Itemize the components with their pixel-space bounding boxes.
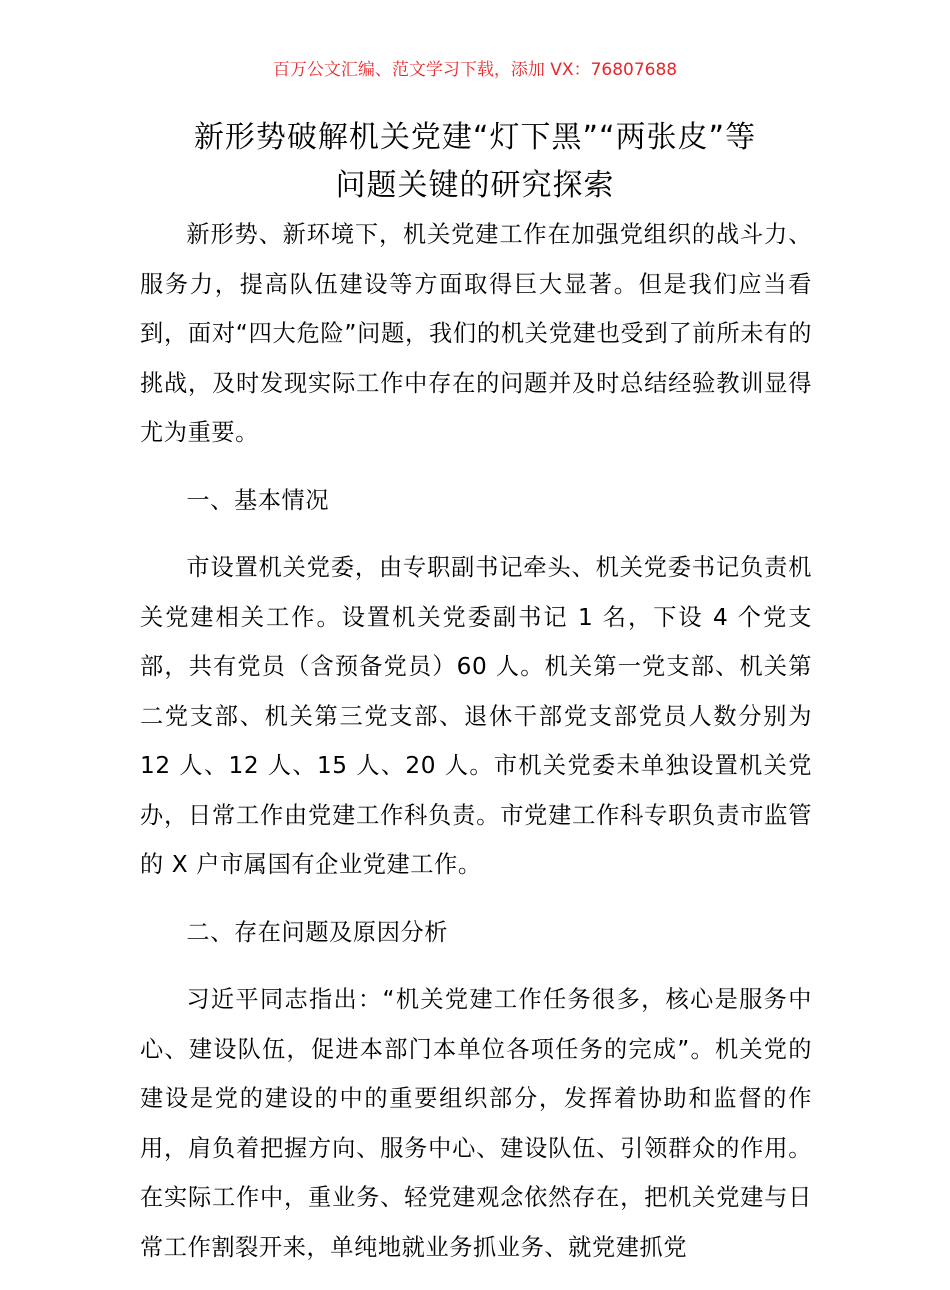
title-line-1: 新形势破解机关党建“灯下黑”“两张皮”等	[193, 120, 757, 155]
document-title	[100, 114, 850, 210]
watermark-banner: 百万公文汇编、范文学习下载，添加 VX：76807688	[272, 60, 678, 80]
problems-paragraph: 习近平同志指出：“机关党建工作任务很多，核心是服务中心、建设队伍，促进本部门本单位各项任务的完成”。机关党的建设是党的建设的中的重要组织部分，发挥着协助和监督的作用，肩负着把握方向、服务中心、建设队伍、引领群众的作用。在实际工作中，重业务、轻党建观念依然存在，把机关党建与日常工作割裂开来，单纯地就业务抓业务、就党建抓党	[140, 986, 812, 1261]
section-heading-problems: 二、存在问题及原因分析	[186, 918, 449, 946]
document-body	[140, 210, 812, 1290]
intro-paragraph: 新形势、新环境下，机关党建工作在加强党组织的战斗力、服务力，提高队伍建设等方面取得巨大显著。但是我们应当看到，面对“四大危险”问题，我们的机关党建也受到了前所未有的挑战，及时发现实际工作中存在的问题并及时总结经验教训显得尤为重要。	[140, 221, 812, 446]
title-line-2: 问题关键的研究探索	[335, 168, 615, 203]
basic-situation-paragraph: 市设置机关党委，由专职副书记牵头、机关党委书记负责机关党建相关工作。设置机关党委副书记 1 名，下设 4 个党支部，共有党员（含预备党员）60 人。机关第一党支部、机关第二党支部、机关第三党支部、退休干部党支部党员人数分别为 12 人、12 人、15 人、20 人。市机关党委未单独设置机关党办，日常工作由党建工作科负责。市党建工作科专职负责市监管的 X 户市属国有企业党建工作。	[140, 554, 812, 878]
section-heading-basic: 一、基本情况	[186, 486, 330, 514]
